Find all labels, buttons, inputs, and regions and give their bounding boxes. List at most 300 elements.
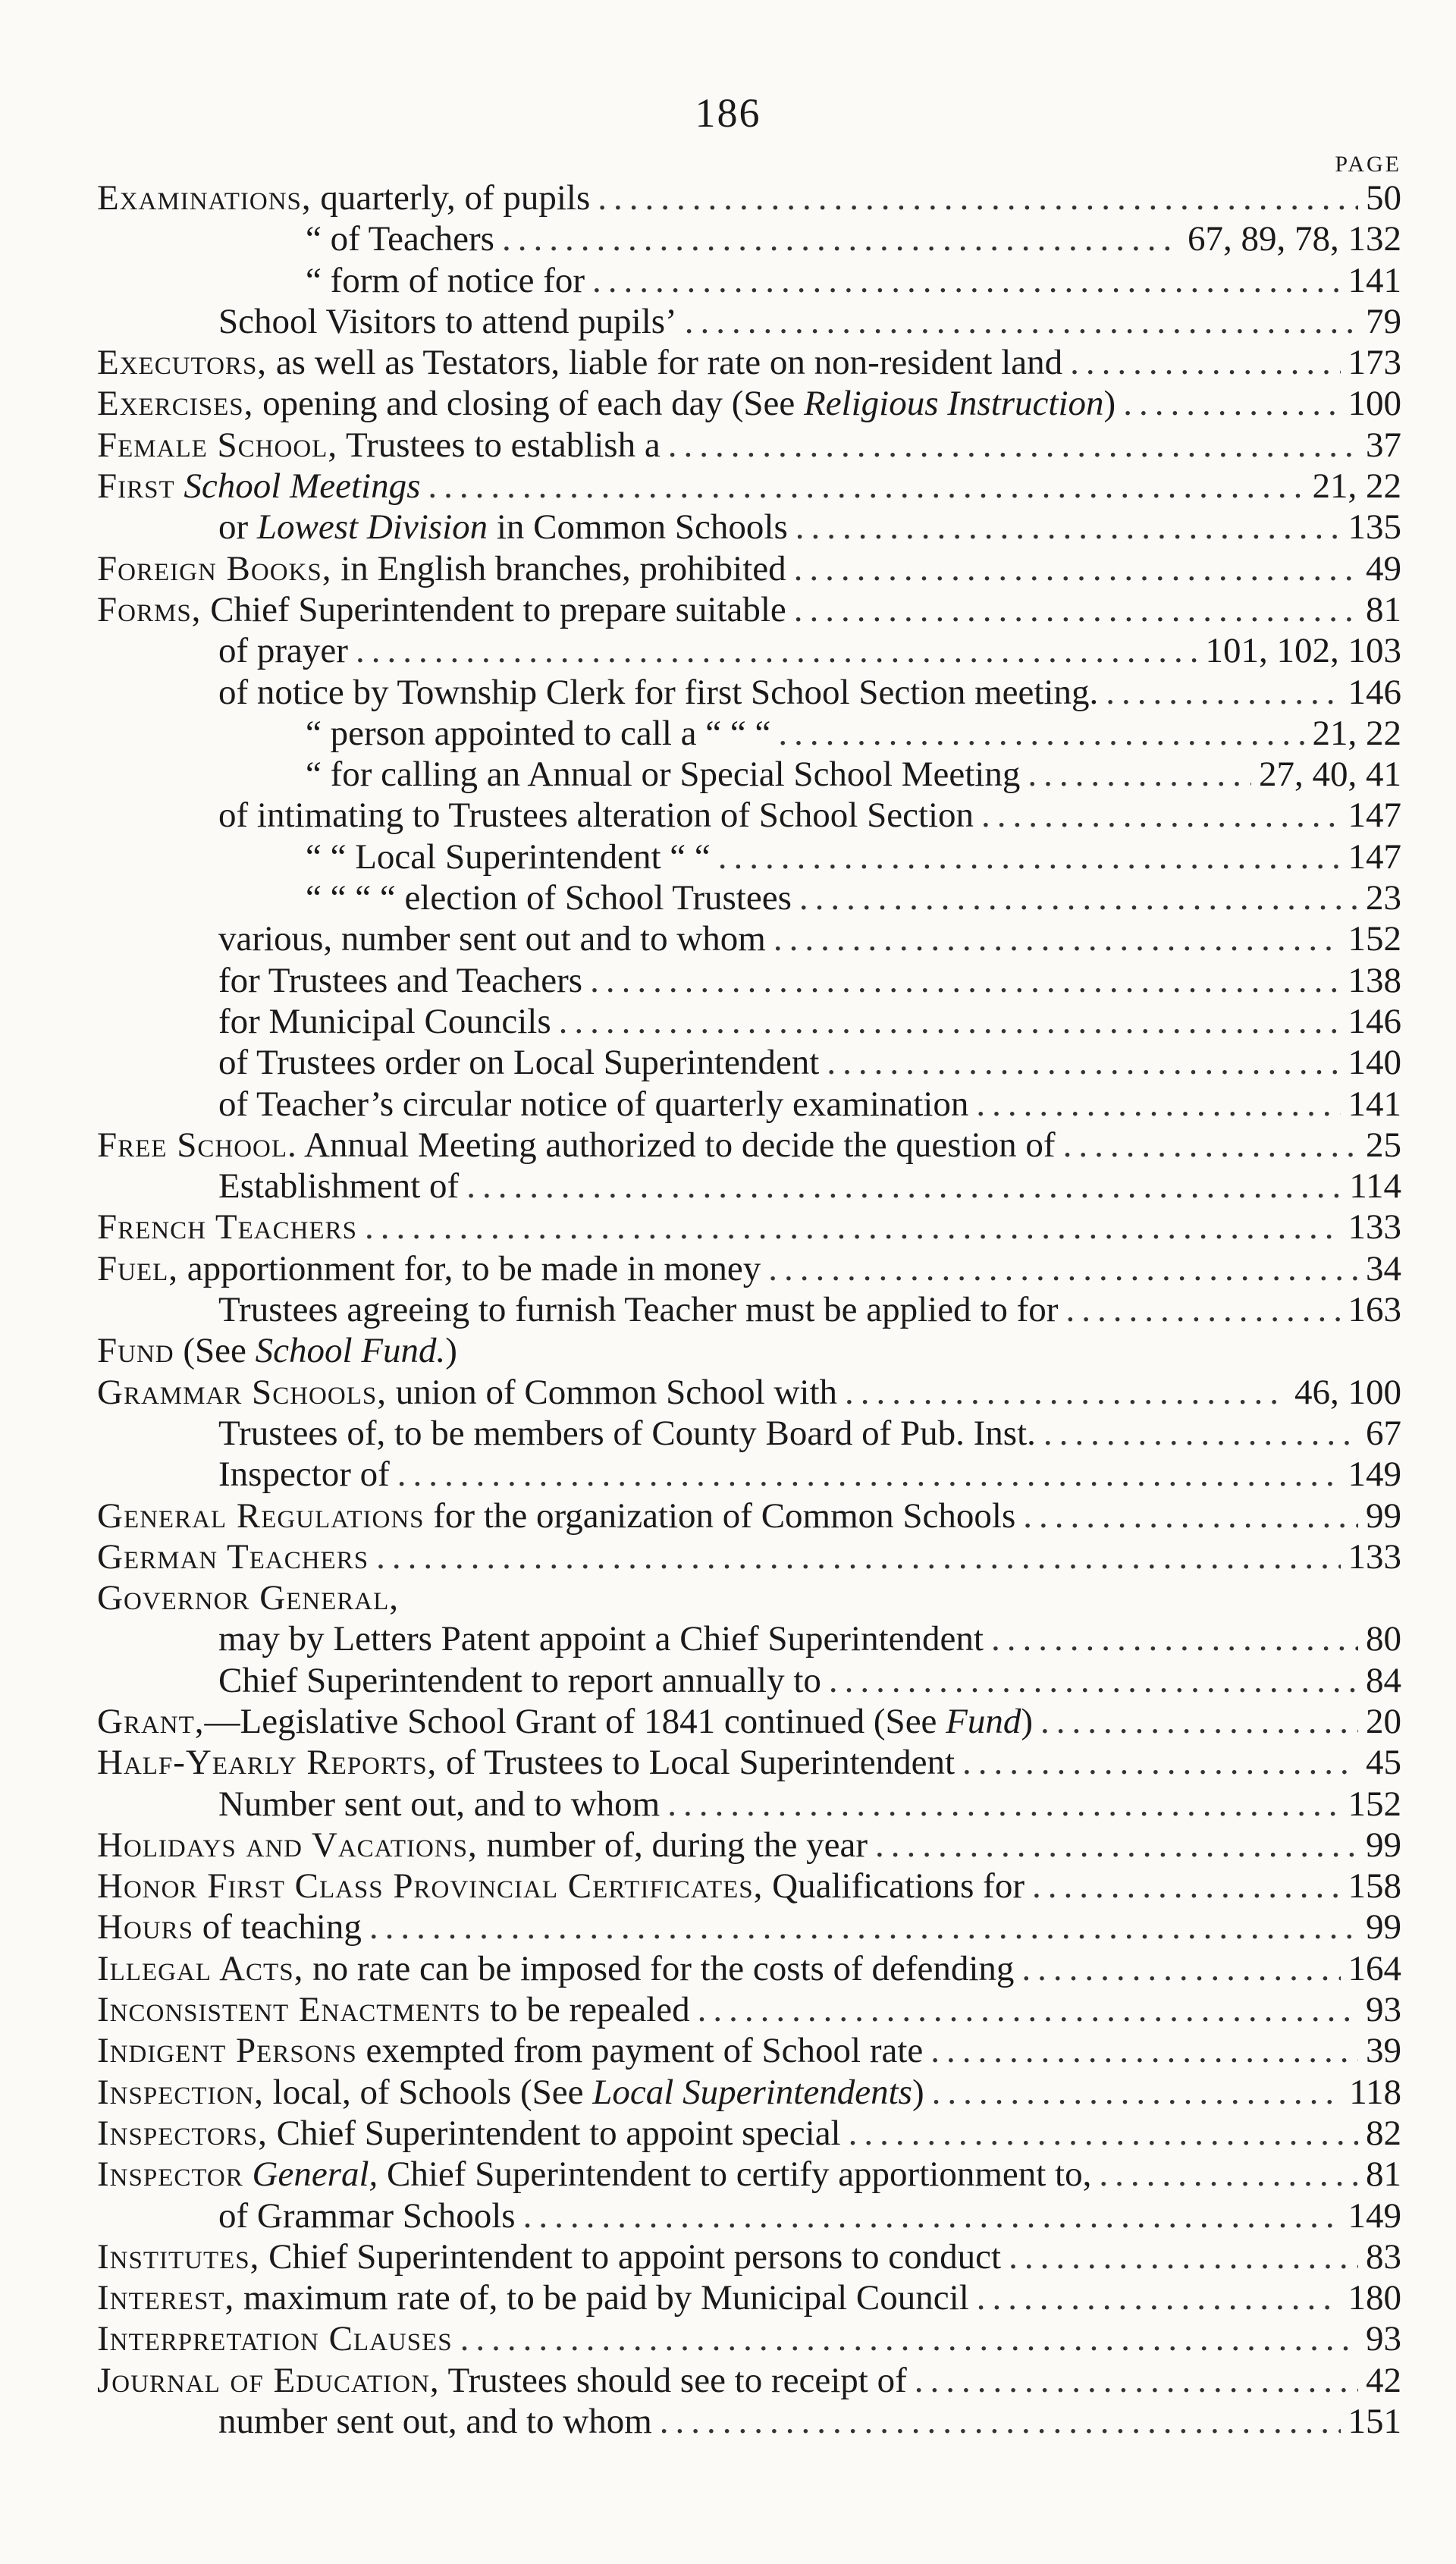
index-entry (97, 877, 1401, 918)
index-entry (97, 1330, 1401, 1371)
index-entry (97, 2236, 1401, 2277)
entry-description: of Trustees order on Local Superintendent (218, 1043, 820, 1083)
dot-leader (1063, 1125, 1358, 1166)
index-entry (97, 1825, 1401, 1866)
index-entry (97, 1618, 1401, 1659)
entry-text (97, 342, 1062, 383)
entry-description: “ for calling an Annual or Special School Meeting (306, 755, 1021, 795)
index-entry (97, 466, 1401, 507)
entry-text (306, 754, 1020, 795)
entry-heading: First (97, 466, 175, 507)
entry-description: of intimating to Trustees alteration of School Section (218, 796, 974, 836)
entry-description: “ “ “ “ election of School Trustees (306, 878, 792, 918)
entry-text (218, 630, 348, 671)
entry-heading: Journal of Education, (97, 2360, 440, 2400)
index-entry (97, 1660, 1401, 1701)
index-entry (97, 1372, 1401, 1413)
entry-page: 84 (1366, 1660, 1401, 1700)
dot-leader (1043, 1413, 1358, 1454)
dot-leader (365, 1207, 1341, 1247)
dot-leader (845, 1372, 1287, 1413)
dot-leader (774, 918, 1341, 959)
entry-page: 23 (1366, 878, 1401, 918)
entry-text (306, 218, 494, 259)
index-entry (97, 1001, 1401, 1042)
dot-leader (794, 589, 1358, 630)
entry-description: for Trustees and Teachers (218, 960, 583, 1000)
entry-text (218, 1289, 1058, 1330)
entry-italic: General, (252, 2154, 378, 2195)
index-entry (97, 1536, 1401, 1577)
index-entry (97, 2030, 1401, 2071)
entry-description: of Grammar Schools (218, 2195, 516, 2236)
entry-heading: Holidays and Vacations, (97, 1825, 478, 1865)
entry-description: apportionment for, to be made in money (178, 1248, 761, 1288)
index-entry (97, 218, 1401, 259)
index-entry (97, 836, 1401, 877)
dot-leader (667, 1784, 1340, 1825)
entry-heading: Examinations, (97, 178, 312, 218)
entry-text (218, 672, 1098, 713)
entry-text (218, 1454, 390, 1495)
entry-description: Inspector of (218, 1455, 390, 1495)
entry-description (243, 2154, 253, 2194)
entry-page: 80 (1366, 1619, 1401, 1659)
entry-description: (See (174, 1331, 256, 1371)
entry-text (97, 1248, 761, 1289)
entry-description: various, number sent out and to whom (218, 919, 766, 959)
index-entry (97, 1207, 1401, 1247)
entry-heading: Foreign Books, (97, 548, 332, 588)
index-entry (97, 1866, 1401, 1907)
index-entry (97, 2072, 1401, 2113)
entry-page: 45 (1366, 1743, 1401, 1783)
entry-heading: Half-Yearly Reports, (97, 1743, 438, 1783)
index-entry (97, 1989, 1401, 2030)
index-entry (97, 960, 1401, 1001)
entry-description: quarterly, of pupils (311, 178, 591, 218)
index-entry (97, 1577, 1401, 1618)
dot-leader (668, 425, 1358, 466)
dot-leader (598, 177, 1358, 218)
entry-page: 141 (1348, 1084, 1401, 1124)
entry-text (218, 301, 677, 342)
dot-leader (1023, 1495, 1358, 1536)
dot-leader (827, 1042, 1340, 1083)
entry-text (97, 1866, 1025, 1907)
entry-description: Qualifications for (763, 1866, 1025, 1907)
entry-page: 152 (1348, 919, 1401, 959)
entry-description: Trustees should see to receipt of (439, 2360, 907, 2400)
entry-text (97, 1536, 369, 1577)
index-entry (97, 918, 1401, 959)
entry-page: 180 (1348, 2278, 1401, 2318)
entry-description: of Trustees to Local Superintendent (437, 1743, 956, 1783)
entry-page: 173 (1348, 343, 1401, 383)
entry-page: 99 (1366, 1907, 1401, 1947)
index-entry (97, 1742, 1401, 1783)
entry-heading: Fund (97, 1331, 174, 1371)
entry-text (97, 1948, 1014, 1989)
entry-description: of notice by Township Clerk for first School Section meeting. (218, 672, 1099, 712)
entry-text (218, 795, 974, 836)
entry-page: 82 (1366, 2113, 1401, 2153)
entry-text (97, 1989, 690, 2030)
dot-leader (660, 2401, 1341, 2442)
index-entry (97, 1248, 1401, 1289)
entry-text (306, 260, 585, 301)
entry-page: 79 (1366, 301, 1401, 341)
entry-description: union of Common School with (386, 1372, 838, 1412)
entry-page: 163 (1348, 1290, 1401, 1330)
index-entry (97, 713, 1401, 754)
index-entry (97, 2360, 1401, 2401)
entry-text (97, 1825, 868, 1866)
entry-page: 50 (1366, 178, 1401, 218)
entry-description: to be repealed (481, 1990, 690, 2030)
entry-page: 158 (1348, 1866, 1401, 1907)
dot-leader (718, 836, 1341, 877)
entry-description (175, 466, 184, 506)
entry-description: Chief Superintendent to prepare suitable (201, 589, 786, 629)
dot-leader (1021, 1948, 1340, 1989)
entry-description: may by Letters Patent appoint a Chief Superintendent (218, 1619, 984, 1659)
index-entry (97, 2318, 1401, 2359)
entry-description: of Teacher’s circular notice of quarterly examination (218, 1084, 969, 1124)
entry-page: 46, 100 (1294, 1372, 1401, 1412)
entry-text (218, 1618, 984, 1659)
entry-text (97, 1742, 955, 1783)
entry-heading: Female School, (97, 425, 338, 465)
entry-text (97, 2030, 923, 2071)
dot-leader (1040, 1701, 1358, 1742)
entry-page: 49 (1366, 548, 1401, 588)
dot-leader (981, 795, 1340, 836)
index-entry (97, 1166, 1401, 1207)
entry-page: 147 (1348, 836, 1401, 877)
dot-leader (977, 2277, 1341, 2318)
entry-text (97, 2113, 841, 2154)
entry-text (97, 1372, 837, 1413)
entry-description: no rate can be imposed for the costs of defending (303, 1948, 1015, 1988)
entry-page: 101, 102, 103 (1205, 631, 1401, 671)
index-entry (97, 1125, 1401, 1166)
entry-text (97, 2236, 1001, 2277)
dot-leader (1009, 2236, 1358, 2277)
dot-leader (1070, 342, 1340, 383)
entry-page: 25 (1366, 1125, 1401, 1165)
entry-page: 147 (1348, 796, 1401, 836)
entry-italic: School Meetings (184, 466, 421, 507)
dot-leader (523, 2195, 1341, 2236)
dot-leader (932, 2072, 1342, 2113)
entry-text (218, 1413, 1036, 1454)
index-entry (97, 2113, 1401, 2154)
entry-description: opening and closing of each day (See (253, 384, 804, 424)
entry-heading: Fuel, (97, 1248, 179, 1288)
index-entry (97, 383, 1401, 424)
entry-page: 34 (1366, 1248, 1401, 1288)
entry-page: 140 (1348, 1043, 1401, 1083)
dot-leader (685, 301, 1358, 342)
index-entry (97, 1701, 1401, 1742)
entry-description: Chief Superintendent to appoint persons to conduct (259, 2236, 1002, 2277)
entry-italic: Fund (946, 1701, 1021, 1741)
entry-description-tail: ) (1103, 384, 1116, 424)
index-entry (97, 1454, 1401, 1495)
entry-description-tail: in Common Schools (488, 507, 788, 548)
page-number: 186 (695, 90, 761, 136)
entry-heading: Institutes, (97, 2236, 260, 2277)
dot-leader (1106, 672, 1340, 713)
entry-page: 99 (1366, 1825, 1401, 1865)
entry-text (218, 2195, 516, 2236)
index-entry (97, 1948, 1401, 1989)
entry-description: Trustees agreeing to furnish Teacher must be applied to for (218, 1290, 1059, 1330)
entry-text (218, 1166, 459, 1207)
entry-text (218, 1084, 968, 1125)
index-entry (97, 1289, 1401, 1330)
entry-text (97, 1207, 357, 1247)
entry-heading: Inspector (97, 2154, 243, 2195)
index-entry (97, 425, 1401, 466)
dot-leader (1099, 2154, 1358, 2195)
entry-description: of prayer (218, 631, 348, 671)
entry-description: Number sent out, and to whom (218, 1784, 661, 1824)
entry-heading: Inspectors, (97, 2113, 268, 2153)
dot-leader (930, 2030, 1358, 2071)
entry-description-tail: ) (1021, 1701, 1034, 1741)
entry-text (97, 1495, 1015, 1536)
index-entry (97, 2195, 1401, 2236)
entry-page: 42 (1366, 2360, 1401, 2400)
entry-page: 146 (1348, 672, 1401, 712)
entry-page: 146 (1348, 1001, 1401, 1041)
entry-text (97, 177, 590, 218)
entry-page: 151 (1348, 2402, 1401, 2442)
entry-text (306, 836, 711, 877)
entry-text (218, 1784, 660, 1825)
index-entry (97, 2154, 1401, 2195)
dot-leader (592, 260, 1340, 301)
entry-page: 81 (1366, 2154, 1401, 2195)
entry-description: Chief Superintendent to report annually to (218, 1660, 821, 1700)
entry-text (306, 713, 770, 754)
index-entry (97, 1784, 1401, 1825)
dot-leader (428, 466, 1304, 507)
entry-description: “ person appointed to call a “ “ “ (306, 713, 771, 753)
entry-text (97, 2154, 1091, 2195)
entry-heading: Free School. (97, 1125, 297, 1165)
entry-page: 152 (1348, 1784, 1401, 1824)
entry-heading: Grammar Schools, (97, 1372, 387, 1412)
entry-text (218, 918, 766, 959)
dot-leader (356, 630, 1198, 671)
entry-page: 21, 22 (1312, 713, 1401, 753)
index-entry (97, 1084, 1401, 1125)
entry-description: Trustees to establish a (337, 425, 661, 465)
dot-leader (397, 1454, 1341, 1495)
dot-leader (849, 2113, 1358, 2154)
dot-leader (795, 507, 1341, 548)
entry-description: number of, during the year (477, 1825, 868, 1865)
entry-text (97, 1577, 399, 1618)
entry-text (97, 1330, 457, 1371)
entry-heading: Interpretation Clauses (97, 2319, 453, 2359)
entry-description: School Visitors to attend pupils’ (218, 301, 677, 341)
index-entry (97, 1413, 1401, 1454)
entry-text (218, 507, 788, 548)
entry-description: for Municipal Councils (218, 1001, 551, 1041)
entry-page: 67 (1366, 1413, 1401, 1453)
entry-text (97, 2072, 924, 2113)
entry-description: maximum rate of, to be paid by Municipal Council (234, 2278, 969, 2318)
dot-leader (794, 548, 1358, 589)
index-entry (97, 548, 1401, 589)
entry-description: Chief Superintendent to appoint special (267, 2113, 841, 2153)
index-entry (97, 1907, 1401, 1947)
dot-leader (1123, 383, 1340, 424)
index-entry (97, 507, 1401, 548)
entry-text (218, 1660, 821, 1701)
dot-leader (1028, 754, 1251, 795)
entry-text (97, 425, 661, 466)
entry-heading: Indigent Persons (97, 2031, 357, 2071)
dot-leader (1065, 1289, 1340, 1330)
entry-text (218, 2401, 652, 2442)
entry-page: 133 (1348, 1536, 1401, 1577)
entry-page: 81 (1366, 589, 1401, 629)
entry-page: 100 (1348, 384, 1401, 424)
entry-page: 149 (1348, 2195, 1401, 2236)
dot-leader (915, 2360, 1358, 2401)
entry-description: Trustees of, to be members of County Board of Pub. Inst. (218, 1413, 1036, 1453)
index-entry (97, 672, 1401, 713)
index-entry (97, 630, 1401, 671)
entry-page: 149 (1348, 1455, 1401, 1495)
entry-text (97, 548, 786, 589)
entry-text (97, 2277, 969, 2318)
entry-page: 99 (1366, 1495, 1401, 1536)
entry-italic: Local Superintendents (592, 2072, 912, 2112)
entry-heading: Illegal Acts, (97, 1948, 304, 1988)
entry-page: 39 (1366, 2031, 1401, 2071)
entry-heading: Interest, (97, 2278, 235, 2318)
entry-text (97, 589, 786, 630)
entry-description: number sent out, and to whom (218, 2402, 652, 2442)
entry-text (97, 1701, 1033, 1742)
entry-text (306, 877, 792, 918)
entry-text (97, 1907, 362, 1947)
entry-description: “ of Teachers (306, 219, 494, 259)
dot-leader (1032, 1866, 1341, 1907)
entry-heading: Honor First Class Provincial Certificates, (97, 1866, 764, 1907)
entry-page: 93 (1366, 2319, 1401, 2359)
index-entry (97, 1495, 1401, 1536)
dot-leader (799, 877, 1358, 918)
entry-page: 138 (1348, 960, 1401, 1000)
entry-heading: Hours (97, 1907, 193, 1947)
dot-leader (590, 960, 1340, 1001)
entry-description-tail: ) (445, 1331, 457, 1371)
entry-page: 114 (1349, 1166, 1401, 1207)
index-entry (97, 301, 1401, 342)
entry-description: in English branches, prohibited (331, 548, 786, 588)
index-entry (97, 1042, 1401, 1083)
entry-page: 20 (1366, 1701, 1401, 1741)
entry-heading: Executors, (97, 343, 268, 383)
entry-heading: Exercises, (97, 384, 254, 424)
entry-description-tail: ) (912, 2072, 924, 2112)
entry-page: 164 (1348, 1948, 1401, 1988)
dot-leader (466, 1166, 1341, 1207)
entry-heading: Grant, (97, 1701, 205, 1741)
index-entry (97, 754, 1401, 795)
dot-leader (778, 713, 1304, 754)
entry-text (218, 1001, 551, 1042)
dot-leader (698, 1989, 1358, 2030)
entry-page: 83 (1366, 2236, 1401, 2277)
dot-leader (502, 218, 1180, 259)
index-entry (97, 589, 1401, 630)
entry-description: as well as Testators, liable for rate on non-resident land (267, 343, 1063, 383)
entry-page: 118 (1349, 2072, 1401, 2112)
entry-description-tail: Chief Superintendent to certify apportionment to, (378, 2154, 1092, 2195)
entry-heading: German Teachers (97, 1536, 369, 1577)
entry-heading: Governor General, (97, 1578, 400, 1618)
entry-text (97, 2360, 907, 2401)
index-entry (97, 795, 1401, 836)
entry-italic: Religious Instruction (803, 384, 1104, 424)
dot-leader (369, 1907, 1358, 1947)
entry-page: 141 (1348, 260, 1401, 300)
index-entry (97, 177, 1401, 218)
entry-heading: Inconsistent Enactments (97, 1990, 482, 2030)
entry-page: 37 (1366, 425, 1401, 465)
dot-leader (376, 1536, 1340, 1577)
dot-leader (962, 1742, 1358, 1783)
dot-leader (559, 1001, 1341, 1042)
entry-italic: School Fund. (255, 1331, 446, 1371)
entry-page: 133 (1348, 1207, 1401, 1247)
dot-leader (460, 2318, 1358, 2359)
dot-leader (768, 1248, 1358, 1289)
index-entries (97, 177, 1401, 2442)
index-entry (97, 342, 1401, 383)
entry-heading: Inspection, (97, 2072, 264, 2112)
entry-text (97, 466, 420, 507)
dot-leader (875, 1825, 1358, 1866)
index-entry (97, 2401, 1401, 2442)
entry-description: —Legislative School Grant of 1841 continued (See (204, 1701, 946, 1741)
dot-leader (829, 1660, 1358, 1701)
entry-text (97, 383, 1116, 424)
dot-leader (976, 1084, 1340, 1125)
entry-page: 135 (1348, 507, 1401, 548)
index-entry (97, 260, 1401, 301)
entry-italic: Lowest Division (256, 507, 488, 548)
entry-description: local, of Schools (See (263, 2072, 593, 2112)
entry-text (97, 2318, 453, 2359)
entry-description: Establishment of (218, 1166, 460, 1207)
entry-description: of teaching (193, 1907, 362, 1947)
entry-heading: General Regulations (97, 1495, 425, 1536)
entry-page: 27, 40, 41 (1259, 755, 1401, 795)
entry-text (97, 1125, 1056, 1166)
entry-description: exempted from payment of School rate (356, 2031, 924, 2071)
entry-description: “ “ Local Superintendent “ “ (306, 836, 711, 877)
page-column-header: PAGE (1335, 152, 1401, 177)
